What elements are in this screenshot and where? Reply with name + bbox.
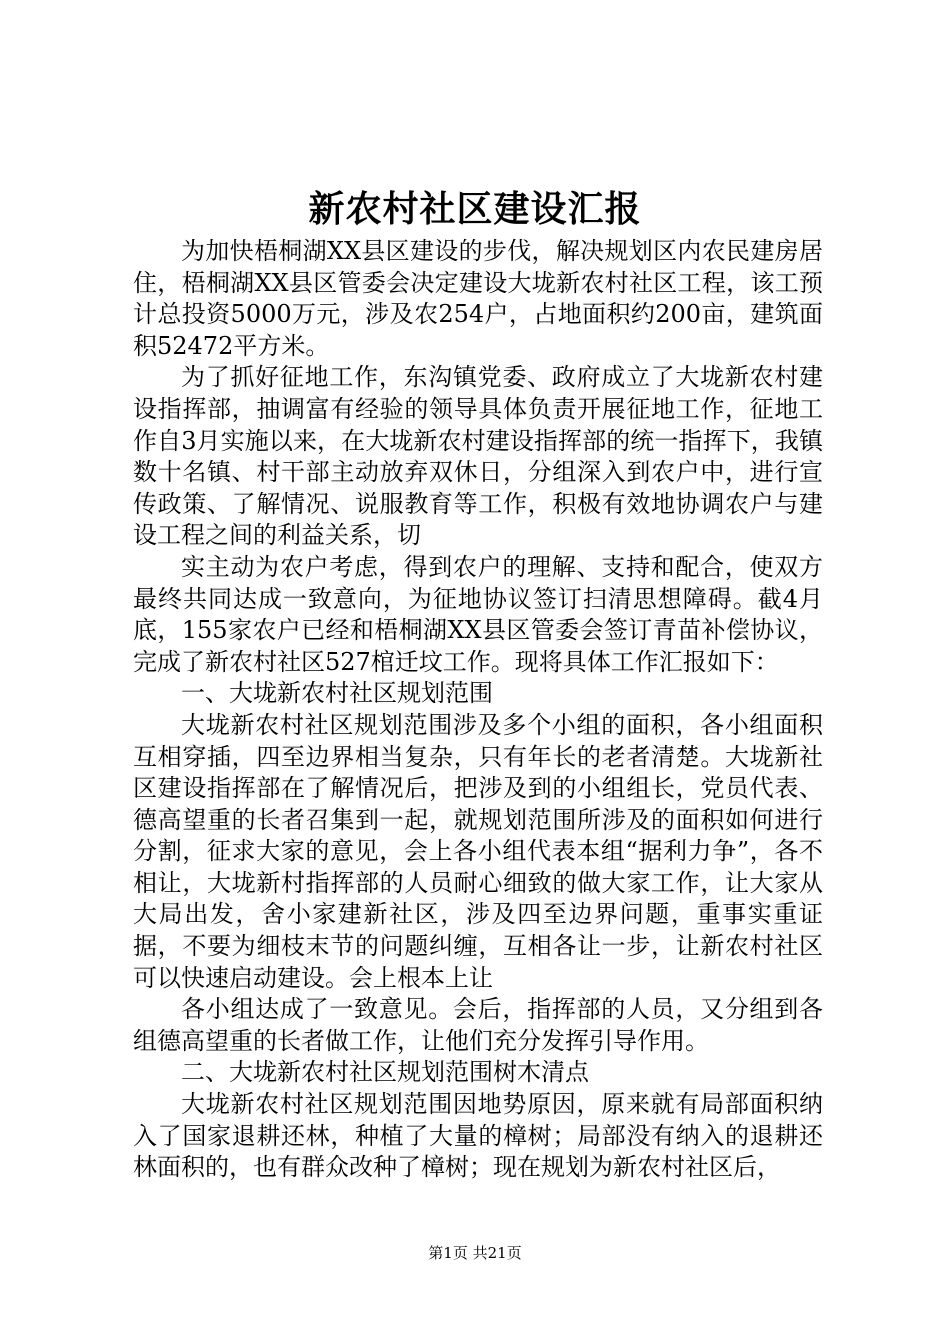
section-heading: 二、大垅新农村社区规划范围树木清点	[181, 1058, 589, 1087]
paragraph: 大垅新农村社区规划范围涉及多个小组的面积，各小组面积互相穿插，四至边界相当复杂，只有年长的老者清楚。大垅新社区建设指挥部在了解情况后，把涉及到的小组组长，党员代表、德高望重的长者召集到一起，就规划范围所涉及的面积如何进行分割，征求大家的意见，会上各小组代表本组“据利力争”，各不相让，大垅新村指挥部的人员耐心细致的做大家工作，让大家从大局出发，舍小家建新社区，涉及四至边界问题，重事实重证据，不要为细枝末节的问题纠缠，互相各让一步，让新农村社区可以快速启动建设。会上根本上让	[133, 710, 823, 992]
paragraph: 为了抓好征地工作，东沟镇党委、政府成立了大垅新农村建设指挥部，抽调富有经验的领导具体负责开展征地工作，征地工作自3月实施以来，在大垅新农村建设指挥部的统一指挥下，我镇数十名镇、村干部主动放弃双休日，分组深入到农户中，进行宣传政策、了解情况、说服教育等工作，积极有效地协调农户与建设工程之间的利益关系，切	[133, 363, 823, 550]
paragraph: 各小组达成了一致意见。会后，指挥部的人员，又分组到各组德高望重的长者做工作，让他们充分发挥引导作用。	[133, 995, 823, 1055]
paragraph: 实主动为农户考虑，得到农户的理解、支持和配合，使双方最终共同达成一致意向，为征地协议签订扫清思想障碍。截4月底，155家农户已经和梧桐湖XX县区管委会签订青苗补偿协议，完成了新农村社区527棺迁坟工作。现将具体工作汇报如下：	[133, 552, 823, 676]
paragraph: 大垅新农村社区规划范围因地势原因，原来就有局部面积纳入了国家退耕还林，种植了大量的樟树；局部没有纳入的退耕还林面积的，也有群众改种了樟树；现在规划为新农村社区后，	[133, 1090, 823, 1182]
document-body	[133, 236, 823, 1184]
section-heading: 一、大垅新农村社区规划范围	[181, 679, 493, 708]
page-footer: 第1页 共21页	[428, 1244, 522, 1262]
document-title: 新农村社区建设汇报	[308, 188, 642, 230]
paragraph: 为加快梧桐湖XX县区建设的步伐，解决规划区内农民建房居住，梧桐湖XX县区管委会决定建设大垅新农村社区工程，该工预计总投资5000万元，涉及农254户，占地面积约200亩，建筑面积52472平方米。	[133, 237, 823, 360]
